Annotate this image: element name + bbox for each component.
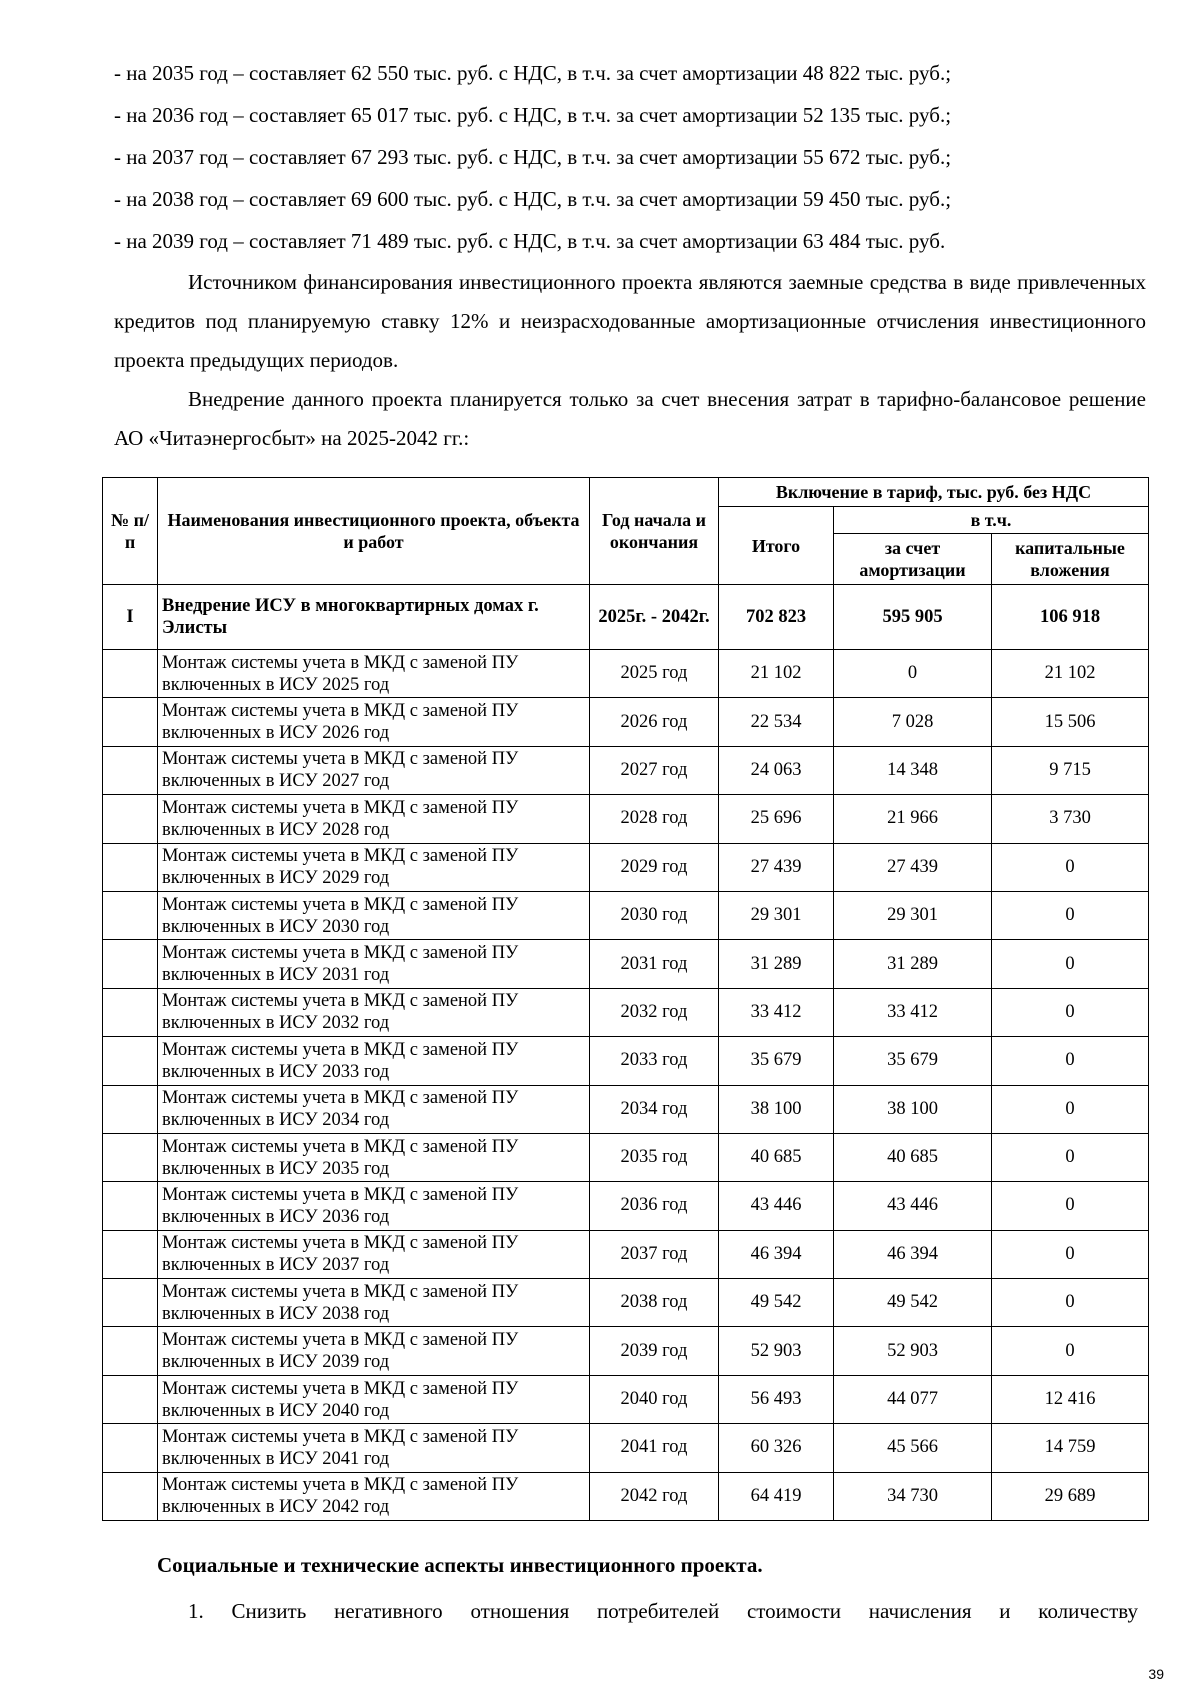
cell-index: [103, 1182, 158, 1230]
cell-year: 2027 год: [590, 746, 719, 794]
summary-total: 702 823: [719, 585, 834, 650]
cell-index: [103, 891, 158, 939]
cell-capital: 3 730: [992, 795, 1149, 843]
cell-total: 27 439: [719, 843, 834, 891]
header-amort: за счет амортизации: [834, 534, 992, 585]
cell-amort: 31 289: [834, 940, 992, 988]
cell-name: Монтаж системы учета в МКД с заменой ПУ включенных в ИСУ 2033 год: [158, 1037, 590, 1085]
cell-index: [103, 940, 158, 988]
cell-index: [103, 1230, 158, 1278]
cell-total: 46 394: [719, 1230, 834, 1278]
cell-amort: 35 679: [834, 1037, 992, 1085]
header-capital: капитальные вложения: [992, 534, 1149, 585]
cell-total: 56 493: [719, 1375, 834, 1423]
table-row: [103, 1085, 1149, 1133]
table-row: [103, 1279, 1149, 1327]
cell-total: 29 301: [719, 891, 834, 939]
cell-capital: 0: [992, 988, 1149, 1036]
table-row: [103, 891, 1149, 939]
summary-amort: 595 905: [834, 585, 992, 650]
bullet-2036: - на 2036 год – составляет 65 017 тыс. руб. с НДС, в т.ч. за счет амортизации 52 135 тыс. руб.;: [114, 103, 952, 127]
bullet-2038: - на 2038 год – составляет 69 600 тыс. руб. с НДС, в т.ч. за счет амортизации 59 450 тыс. руб.;: [114, 187, 952, 211]
cell-name: Монтаж системы учета в МКД с заменой ПУ включенных в ИСУ 2031 год: [158, 940, 590, 988]
cell-capital: 0: [992, 891, 1149, 939]
cell-year: 2031 год: [590, 940, 719, 988]
cell-year: 2040 год: [590, 1375, 719, 1423]
cell-amort: 52 903: [834, 1327, 992, 1375]
table-rows: [103, 650, 1149, 1521]
cell-amort: 40 685: [834, 1133, 992, 1181]
cell-index: [103, 1279, 158, 1327]
cell-total: 22 534: [719, 698, 834, 746]
cell-total: 60 326: [719, 1424, 834, 1472]
header-years: Год начала и окончания: [590, 478, 719, 585]
cell-total: 21 102: [719, 650, 834, 698]
cell-amort: 14 348: [834, 746, 992, 794]
summary-years: 2025г. - 2042г.: [590, 585, 719, 650]
summary-name: Внедрение ИСУ в многоквартирных домах г. Элисты: [158, 585, 590, 650]
cell-year: 2037 год: [590, 1230, 719, 1278]
cell-amort: 45 566: [834, 1424, 992, 1472]
table-row: [103, 988, 1149, 1036]
cell-total: 25 696: [719, 795, 834, 843]
cell-name: Монтаж системы учета в МКД с заменой ПУ включенных в ИСУ 2042 год: [158, 1472, 590, 1520]
cell-capital: 0: [992, 1085, 1149, 1133]
investment-table: [102, 477, 1149, 1521]
table-row: [103, 1472, 1149, 1520]
cell-total: 64 419: [719, 1472, 834, 1520]
cell-capital: 0: [992, 1037, 1149, 1085]
cell-name: Монтаж системы учета в МКД с заменой ПУ включенных в ИСУ 2041 год: [158, 1424, 590, 1472]
list-item-1: 1. Снизить негативного отношения потребителей стоимости начисления и количеству: [188, 1599, 1138, 1623]
header-name: Наименования инвестиционного проекта, объекта и работ: [158, 478, 590, 585]
cell-year: 2039 год: [590, 1327, 719, 1375]
table-row: [103, 1182, 1149, 1230]
cell-capital: 0: [992, 1327, 1149, 1375]
cell-capital: 21 102: [992, 650, 1149, 698]
cell-total: 52 903: [719, 1327, 834, 1375]
cell-index: [103, 1375, 158, 1423]
cell-year: 2032 год: [590, 988, 719, 1036]
cell-amort: 38 100: [834, 1085, 992, 1133]
cell-amort: 43 446: [834, 1182, 992, 1230]
cell-year: 2036 год: [590, 1182, 719, 1230]
table-row: [103, 843, 1149, 891]
cell-capital: 0: [992, 940, 1149, 988]
table-row: [103, 746, 1149, 794]
cell-year: 2033 год: [590, 1037, 719, 1085]
cell-index: [103, 1037, 158, 1085]
cell-name: Монтаж системы учета в МКД с заменой ПУ включенных в ИСУ 2026 год: [158, 698, 590, 746]
cell-index: [103, 1133, 158, 1181]
summary-idx: I: [103, 585, 158, 650]
cell-name: Монтаж системы учета в МКД с заменой ПУ включенных в ИСУ 2038 год: [158, 1279, 590, 1327]
table-row: [103, 1037, 1149, 1085]
document-body: [114, 52, 1146, 458]
cell-amort: 44 077: [834, 1375, 992, 1423]
cell-capital: 14 759: [992, 1424, 1149, 1472]
cell-name: Монтаж системы учета в МКД с заменой ПУ включенных в ИСУ 2037 год: [158, 1230, 590, 1278]
cell-index: [103, 650, 158, 698]
page-number: 39: [1148, 1666, 1164, 1682]
cell-amort: 7 028: [834, 698, 992, 746]
table-row: [103, 1375, 1149, 1423]
cell-index: [103, 698, 158, 746]
paragraph-financing: Источником финансирования инвестиционного проекта являются заемные средства в виде привлеченных кредитов под планируемую ставку 12% и неизрасходованные амортизационные отчисления инвестиционного проекта предыдущих периодов.: [114, 270, 1146, 372]
bullet-2039: - на 2039 год – составляет 71 489 тыс. руб. с НДС, в т.ч. за счет амортизации 63 484 тыс. руб.: [114, 229, 946, 253]
cell-name: Монтаж системы учета в МКД с заменой ПУ включенных в ИСУ 2040 год: [158, 1375, 590, 1423]
table-row: [103, 1327, 1149, 1375]
bullet-2037: - на 2037 год – составляет 67 293 тыс. руб. с НДС, в т.ч. за счет амортизации 55 672 тыс. руб.;: [114, 145, 952, 169]
header-incl: в т.ч.: [834, 507, 1149, 534]
paragraph-intro: Внедрение данного проекта планируется только за счет внесения затрат в тарифно-балансовое решение АО «Читаэнергосбыт» на 2025-2042 гг.:: [114, 387, 1146, 450]
cell-total: 24 063: [719, 746, 834, 794]
cell-capital: 0: [992, 1182, 1149, 1230]
cell-year: 2029 год: [590, 843, 719, 891]
header-num: № п/п: [103, 478, 158, 585]
table-row: [103, 650, 1149, 698]
cell-year: 2034 год: [590, 1085, 719, 1133]
cell-capital: 12 416: [992, 1375, 1149, 1423]
cell-capital: 0: [992, 1133, 1149, 1181]
cell-amort: 0: [834, 650, 992, 698]
cell-amort: 27 439: [834, 843, 992, 891]
cell-total: 43 446: [719, 1182, 834, 1230]
cell-year: 2035 год: [590, 1133, 719, 1181]
cell-total: 49 542: [719, 1279, 834, 1327]
cell-index: [103, 988, 158, 1036]
cell-index: [103, 1424, 158, 1472]
cell-year: 2038 год: [590, 1279, 719, 1327]
cell-capital: 9 715: [992, 746, 1149, 794]
cell-amort: 21 966: [834, 795, 992, 843]
cell-index: [103, 1472, 158, 1520]
cell-name: Монтаж системы учета в МКД с заменой ПУ включенных в ИСУ 2034 год: [158, 1085, 590, 1133]
cell-name: Монтаж системы учета в МКД с заменой ПУ включенных в ИСУ 2029 год: [158, 843, 590, 891]
cell-year: 2026 год: [590, 698, 719, 746]
cell-capital: 29 689: [992, 1472, 1149, 1520]
cell-name: Монтаж системы учета в МКД с заменой ПУ включенных в ИСУ 2032 год: [158, 988, 590, 1036]
cell-capital: 15 506: [992, 698, 1149, 746]
cell-name: Монтаж системы учета в МКД с заменой ПУ включенных в ИСУ 2030 год: [158, 891, 590, 939]
header-tariff: Включение в тариф, тыс. руб. без НДС: [719, 478, 1149, 507]
summary-capital: 106 918: [992, 585, 1149, 650]
cell-capital: 0: [992, 1279, 1149, 1327]
cell-name: Монтаж системы учета в МКД с заменой ПУ включенных в ИСУ 2035 год: [158, 1133, 590, 1181]
cell-year: 2042 год: [590, 1472, 719, 1520]
header-total: Итого: [719, 507, 834, 585]
section-heading: Социальные и технические аспекты инвестиционного проекта.: [157, 1553, 763, 1577]
table-row: [103, 1424, 1149, 1472]
cell-total: 40 685: [719, 1133, 834, 1181]
cell-year: 2041 год: [590, 1424, 719, 1472]
cell-year: 2030 год: [590, 891, 719, 939]
cell-amort: 46 394: [834, 1230, 992, 1278]
table-row: [103, 795, 1149, 843]
cell-total: 33 412: [719, 988, 834, 1036]
cell-capital: 0: [992, 843, 1149, 891]
cell-index: [103, 795, 158, 843]
table-row: [103, 940, 1149, 988]
cell-name: Монтаж системы учета в МКД с заменой ПУ включенных в ИСУ 2025 год: [158, 650, 590, 698]
cell-total: 31 289: [719, 940, 834, 988]
cell-amort: 49 542: [834, 1279, 992, 1327]
cell-name: Монтаж системы учета в МКД с заменой ПУ включенных в ИСУ 2039 год: [158, 1327, 590, 1375]
cell-name: Монтаж системы учета в МКД с заменой ПУ включенных в ИСУ 2028 год: [158, 795, 590, 843]
cell-amort: 29 301: [834, 891, 992, 939]
table-row: [103, 1133, 1149, 1181]
table-row: [103, 1230, 1149, 1278]
bullet-2035: - на 2035 год – составляет 62 550 тыс. руб. с НДС, в т.ч. за счет амортизации 48 822 тыс. руб.;: [114, 61, 952, 85]
cell-index: [103, 1327, 158, 1375]
cell-total: 38 100: [719, 1085, 834, 1133]
table-row: [103, 698, 1149, 746]
cell-year: 2028 год: [590, 795, 719, 843]
cell-total: 35 679: [719, 1037, 834, 1085]
cell-capital: 0: [992, 1230, 1149, 1278]
cell-index: [103, 746, 158, 794]
summary-row: [103, 585, 1149, 650]
cell-index: [103, 1085, 158, 1133]
cell-amort: 33 412: [834, 988, 992, 1036]
cell-amort: 34 730: [834, 1472, 992, 1520]
cell-index: [103, 843, 158, 891]
cell-name: Монтаж системы учета в МКД с заменой ПУ включенных в ИСУ 2036 год: [158, 1182, 590, 1230]
cell-name: Монтаж системы учета в МКД с заменой ПУ включенных в ИСУ 2027 год: [158, 746, 590, 794]
cell-year: 2025 год: [590, 650, 719, 698]
